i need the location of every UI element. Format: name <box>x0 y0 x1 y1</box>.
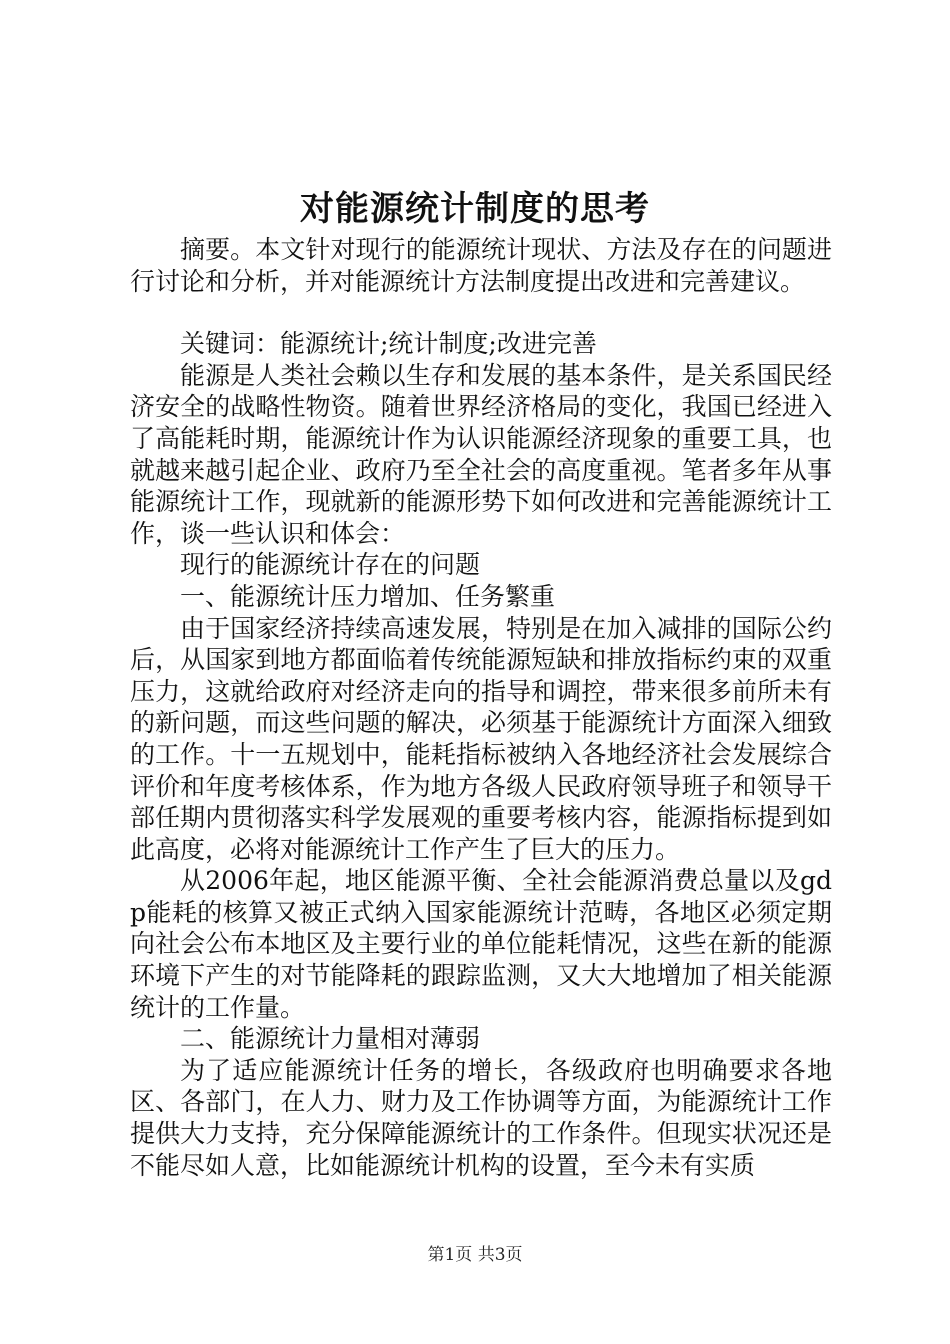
subsection-heading: 一、能源统计压力增加、任务繁重 <box>180 581 556 611</box>
body-paragraph: 从2006年起，地区能源平衡、全社会能源消费总量以及gdp能耗的核算又被正式纳入国家能源统计范畴，各地区必须定期向社会公布本地区及主要行业的单位能耗情况，这些在新的能源环境下产生的对节能降耗的跟踪监测，又大大地增加了相关能源统计的工作量。 <box>130 866 832 1022</box>
body-paragraph: 为了适应能源统计任务的增长，各级政府也明确要求各地区、各部门，在人力、财力及工作协调等方面，为能源统计工作提供大力支持，充分保障能源统计的工作条件。但现实状况还是不能尽如人意，比如能源统计机构的设置，至今未有实质 <box>130 1055 832 1180</box>
subsection-heading: 二、能源统计力量相对薄弱 <box>180 1024 481 1054</box>
document-body <box>130 234 832 1181</box>
abstract-paragraph: 摘要。本文针对现行的能源统计现状、方法及存在的问题进行讨论和分析，并对能源统计方法制度提出改进和完善建议。 <box>130 235 832 296</box>
document-title: 对能源统计制度的思考 <box>300 189 650 229</box>
section-heading: 现行的能源统计存在的问题 <box>180 550 481 580</box>
keywords-paragraph: 关键词：能源统计;统计制度;改进完善 <box>180 329 597 359</box>
page-footer: 第1页 共3页 <box>427 1245 523 1265</box>
body-paragraph: 能源是人类社会赖以生存和发展的基本条件，是关系国民经济安全的战略性物资。随着世界经济格局的变化，我国已经进入了高能耗时期，能源统计作为认识能源经济现象的重要工具，也就越来越引起企业、政府乃至全社会的高度重视。笔者多年从事能源统计工作，现就新的能源形势下如何改进和完善能源统计工作，谈一些认识和体会： <box>130 360 832 548</box>
body-paragraph: 由于国家经济持续高速发展，特别是在加入减排的国际公约后，从国家到地方都面临着传统能源短缺和排放指标约束的双重压力，这就给政府对经济走向的指导和调控，带来很多前所未有的新问题，而这些问题的解决，必须基于能源统计方面深入细致的工作。十一五规划中，能耗指标被纳入各地经济社会发展综合评价和年度考核体系，作为地方各级人民政府领导班子和领导干部任期内贯彻落实科学发展观的重要考核内容，能源指标提到如此高度，必将对能源统计工作产生了巨大的压力。 <box>130 613 832 864</box>
